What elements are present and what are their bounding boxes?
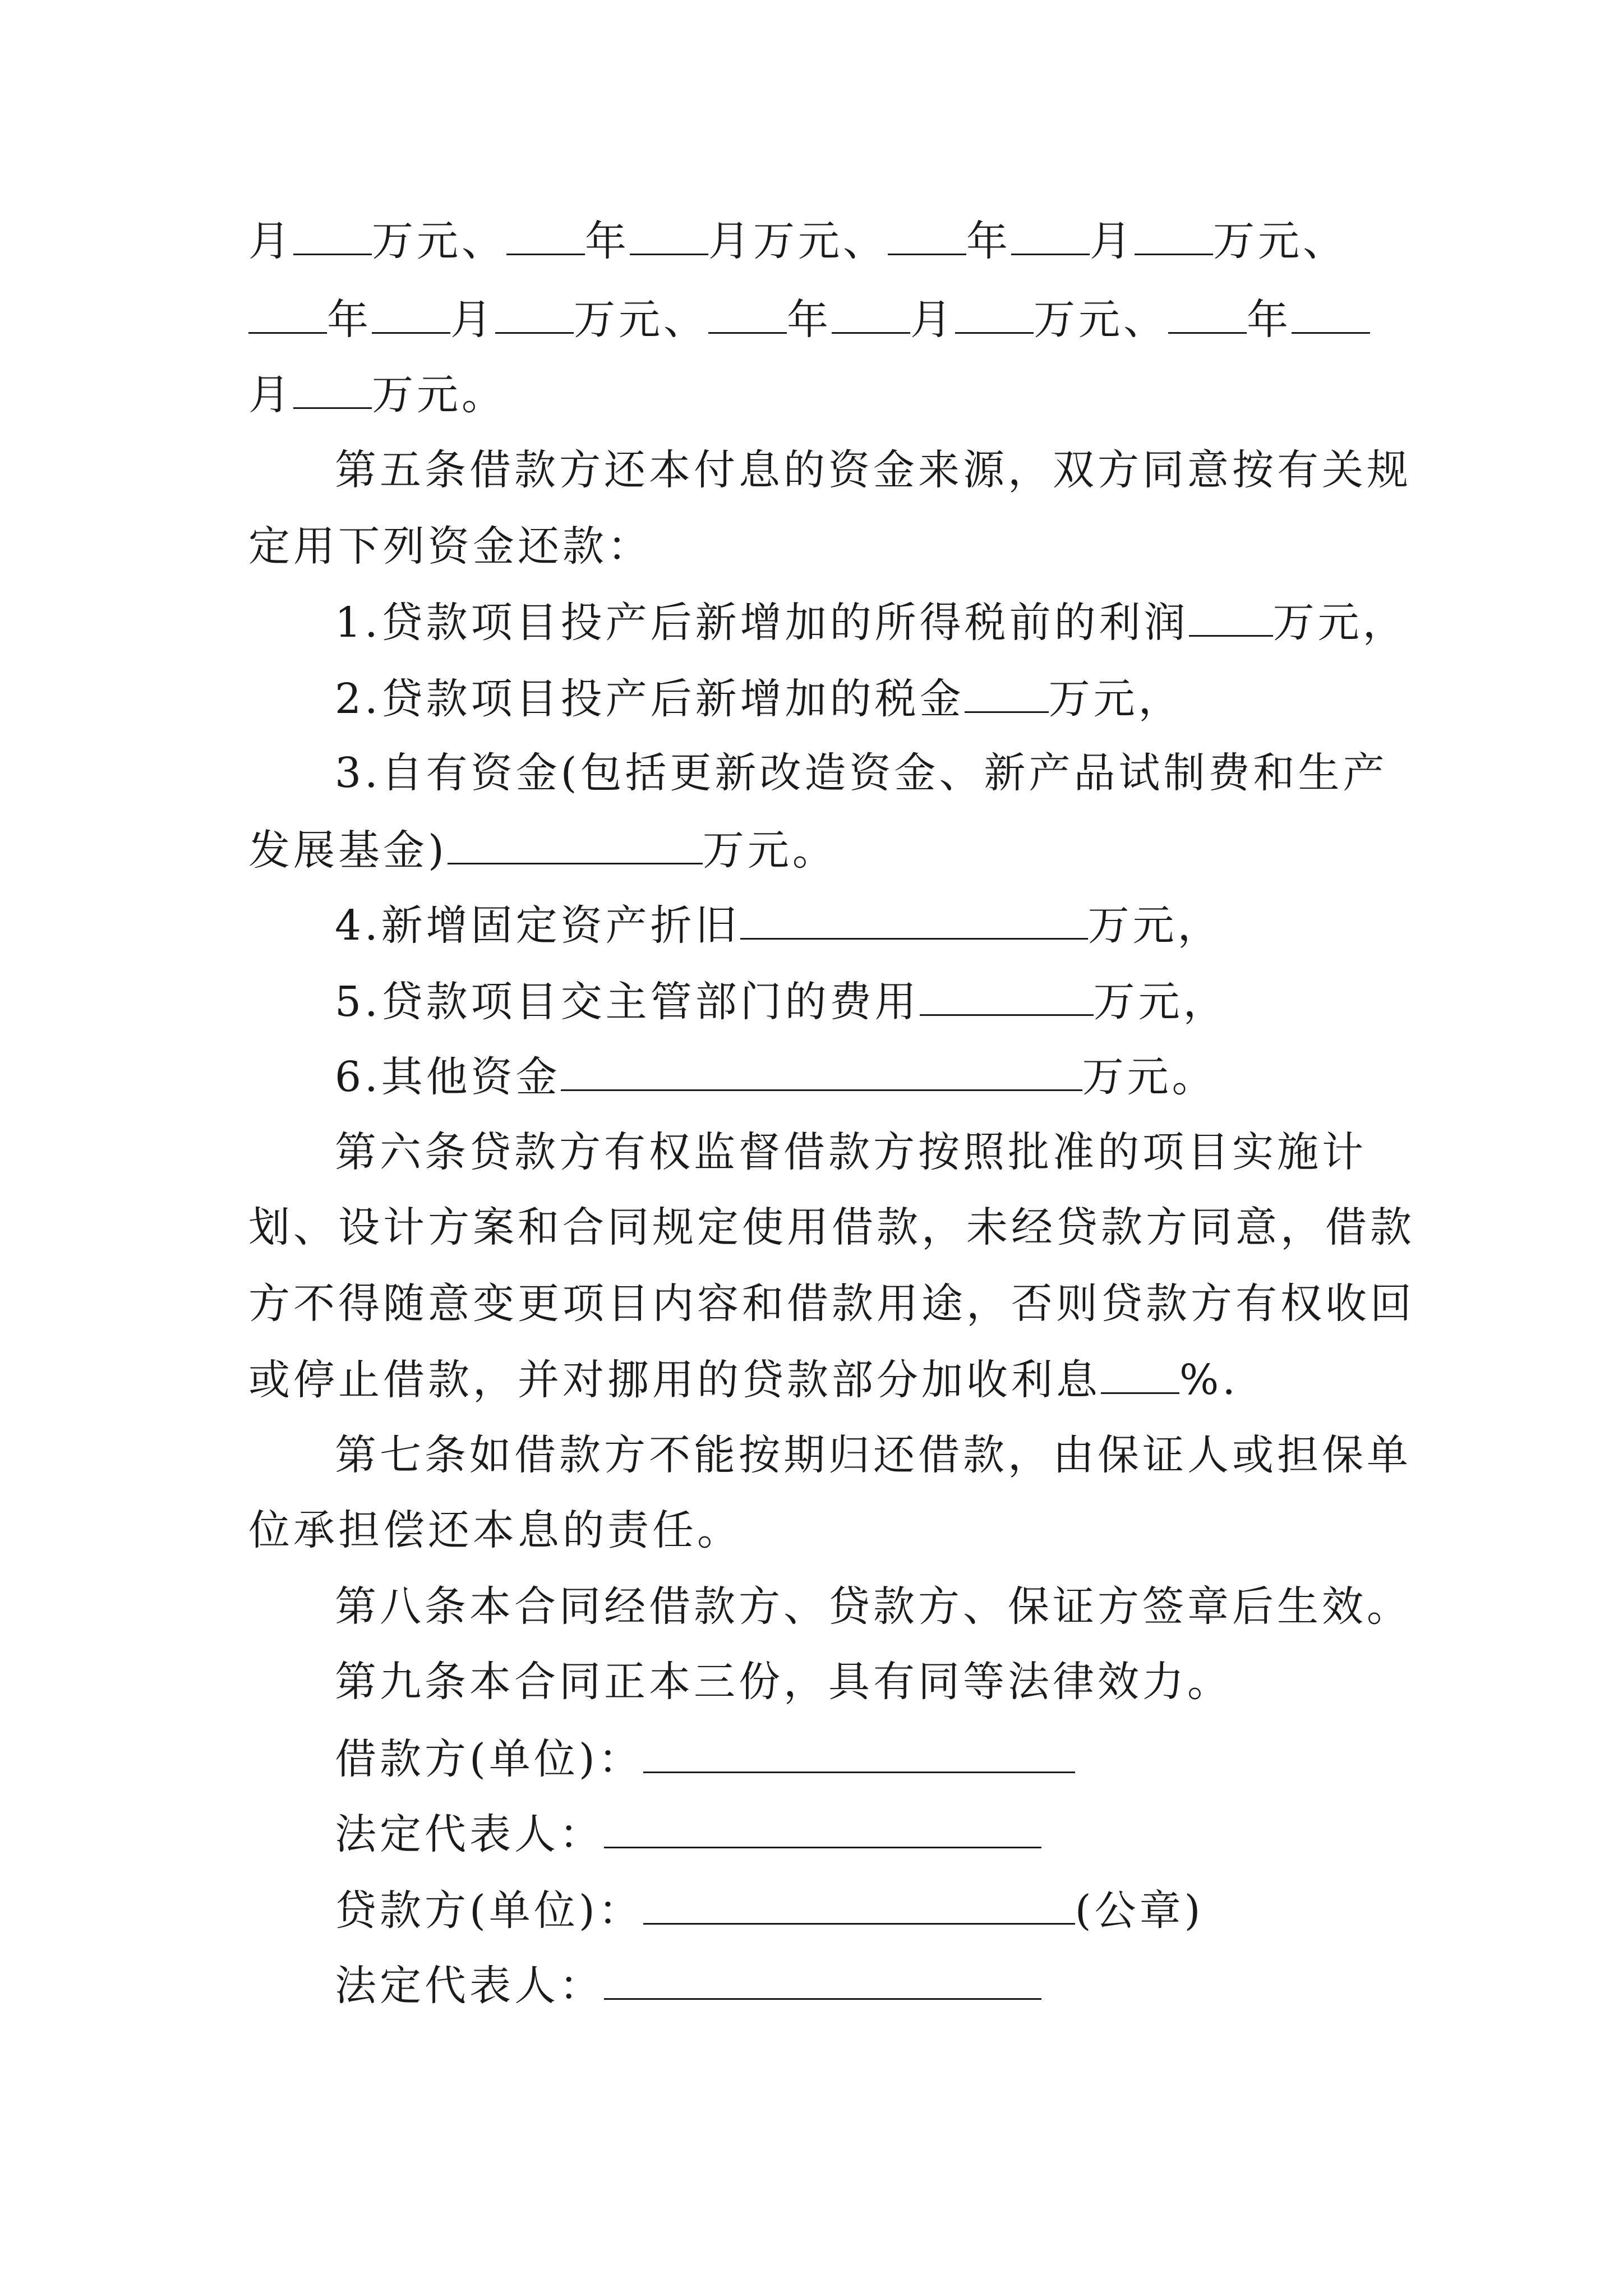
borrower-rep-line <box>335 1806 1041 1861</box>
text: 月 <box>910 296 955 344</box>
text: 年 <box>787 296 832 344</box>
repayment-schedule-line-2 <box>248 292 1370 347</box>
blank-field[interactable] <box>495 292 574 334</box>
blank-field[interactable] <box>965 671 1049 713</box>
item-3-line-1: 3.自有资金(包括更新改造资金、新产品试制费和生产 <box>335 749 1388 797</box>
blank-field[interactable] <box>740 898 1088 940</box>
blank-field[interactable] <box>448 822 703 864</box>
lender-rep-field[interactable] <box>604 1958 1041 2000</box>
text: 借款方(单位)： <box>335 1735 643 1783</box>
article-6-line-2: 划、设计方案和合同规定使用借款，未经贷款方同意，借款 <box>248 1203 1415 1251</box>
item-6 <box>335 1049 1217 1104</box>
blank-field[interactable] <box>561 1049 1082 1091</box>
blank-field[interactable] <box>630 213 708 255</box>
blank-field[interactable] <box>1011 213 1090 255</box>
article-9: 第九条本合同正本三份，具有同等法律效力。 <box>335 1658 1232 1706</box>
text: 贷款方(单位)： <box>335 1887 643 1935</box>
text: 6.其他资金 <box>335 1053 561 1101</box>
borrower-signature-line <box>335 1731 1075 1786</box>
text: 法定代表人： <box>335 1962 604 2010</box>
text: 万元、 <box>372 217 506 265</box>
blank-field[interactable] <box>920 974 1094 1016</box>
seal-label: (公章) <box>1075 1887 1204 1935</box>
article-7-line-1: 第七条如借款方不能按期归还借款，由保证人或担保单 <box>335 1431 1412 1479</box>
text: 万元、 <box>574 296 708 344</box>
article-6-line-1: 第六条贷款方有权监督借款方按照批准的项目实施计 <box>335 1128 1367 1176</box>
article-6-line-4 <box>248 1352 1239 1407</box>
blank-field[interactable] <box>1101 1352 1179 1394</box>
repayment-schedule-line-1 <box>248 213 1348 268</box>
text: 5.贷款项目交主管部门的费用 <box>335 978 920 1026</box>
text: 年 <box>966 217 1011 265</box>
text: 万元。 <box>702 826 837 875</box>
item-4 <box>335 898 1223 953</box>
blank-field[interactable] <box>708 292 787 334</box>
text: 月 <box>248 371 293 419</box>
text: 月万元、 <box>708 217 888 265</box>
item-5 <box>335 974 1228 1029</box>
lender-signature-line <box>335 1883 1204 1938</box>
blank-field[interactable] <box>832 292 910 334</box>
text: 月 <box>248 217 293 265</box>
article-5-line-1: 第五条借款方还本付息的资金来源，双方同意按有关规 <box>335 446 1412 494</box>
text: 发展基金) <box>248 826 448 875</box>
blank-field[interactable] <box>293 367 372 409</box>
text: 万元， <box>1272 599 1408 647</box>
blank-field[interactable] <box>1135 213 1213 255</box>
blank-field[interactable] <box>293 213 372 255</box>
text: 万元， <box>1048 675 1183 723</box>
text: 2.贷款项目投产后新增加的税金 <box>335 675 965 723</box>
blank-field[interactable] <box>372 292 450 334</box>
text: %. <box>1179 1356 1239 1404</box>
borrower-rep-field[interactable] <box>604 1806 1041 1848</box>
blank-field[interactable] <box>1292 292 1370 334</box>
text: 月 <box>1090 217 1135 265</box>
text: 1.贷款项目投产后新增加的所得税前的利润 <box>335 599 1189 647</box>
borrower-unit-field[interactable] <box>643 1731 1075 1773</box>
blank-field[interactable] <box>1168 292 1247 334</box>
text: 万元。 <box>1082 1053 1217 1101</box>
blank-field[interactable] <box>955 292 1034 334</box>
item-1 <box>335 595 1408 650</box>
text: 年 <box>327 296 372 344</box>
text: 年 <box>585 217 630 265</box>
article-7-line-2: 位承担偿还本息的责任。 <box>248 1506 742 1554</box>
text: 4.新增固定资产折旧 <box>335 901 740 950</box>
item-3-line-2 <box>248 822 837 877</box>
text: 年 <box>1247 296 1292 344</box>
text: 万元。 <box>372 371 506 419</box>
text: 万元、 <box>1213 217 1348 265</box>
text: 万元， <box>1093 978 1228 1026</box>
blank-field[interactable] <box>888 213 966 255</box>
text: 万元， <box>1087 901 1223 950</box>
text: 万元、 <box>1034 296 1168 344</box>
blank-field[interactable] <box>1189 595 1273 637</box>
text: 或停止借款，并对挪用的贷款部分加收利息 <box>248 1356 1101 1404</box>
item-2 <box>335 671 1183 726</box>
text: 月 <box>450 296 495 344</box>
text: 法定代表人： <box>335 1810 604 1858</box>
blank-field[interactable] <box>248 292 327 334</box>
lender-rep-line <box>335 1958 1041 2013</box>
repayment-schedule-line-3 <box>248 367 506 422</box>
article-6-line-3: 方不得随意变更项目内容和借款用途，否则贷款方有权收回 <box>248 1280 1415 1328</box>
blank-field[interactable] <box>506 213 585 255</box>
lender-unit-field[interactable] <box>643 1883 1075 1925</box>
article-5-line-2: 定用下列资金还款： <box>248 522 652 570</box>
article-8: 第八条本合同经借款方、贷款方、保证方签章后生效。 <box>335 1582 1412 1631</box>
